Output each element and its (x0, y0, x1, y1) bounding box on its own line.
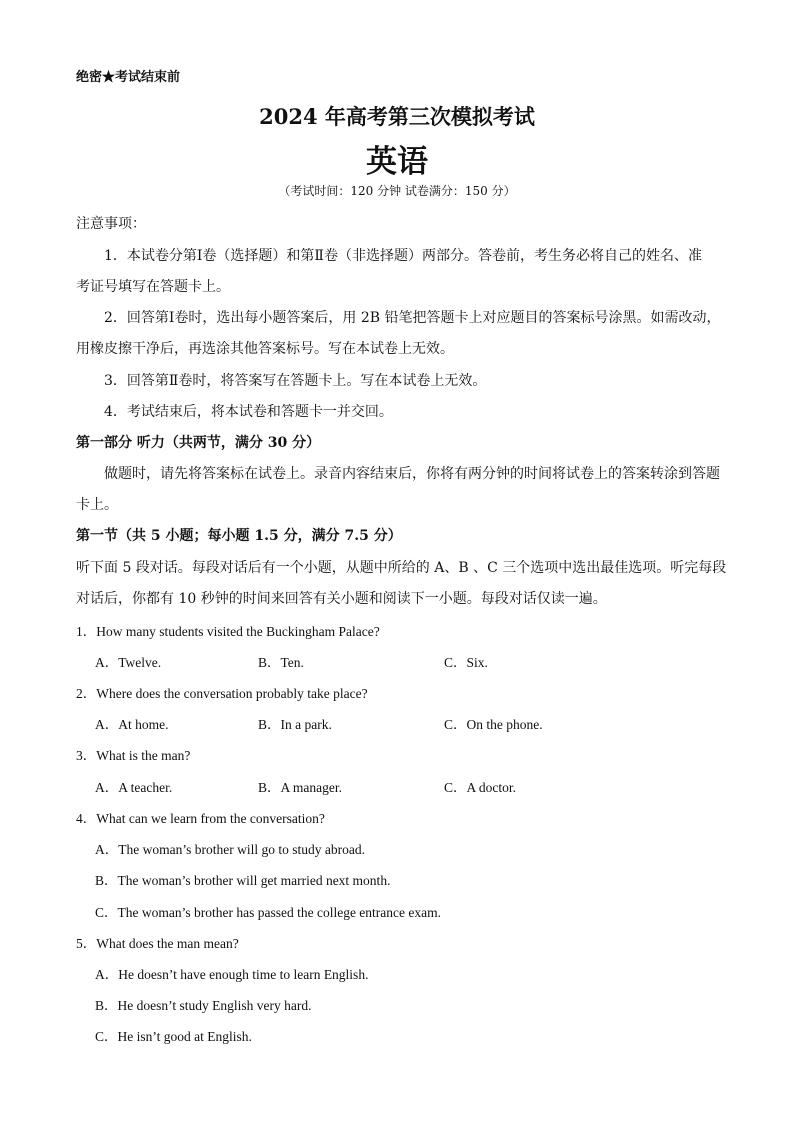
question-1-option-b: B．Ten. (258, 655, 304, 670)
question-2-option-a: A．At home. (95, 717, 169, 732)
question-4-option-b: B．The woman’s brother will get married next month. (95, 873, 391, 888)
question-4-option-a: A．The woman’s brother will go to study abroad. (95, 842, 365, 857)
question-4-option-c: C．The woman’s brother has passed the college entrance exam. (95, 905, 442, 920)
section1-instruction-line-2: 对话后，你都有 10 秒钟的时间来回答有关小题和阅读下一小题。每段对话仅读一遍。 (76, 591, 607, 607)
notice-item-2-line-1: 2．回答第Ⅰ卷时，选出每小题答案后，用 2B 铅笔把答题卡上对应题目的答案标号涂黑。如需改动， (104, 310, 721, 326)
question-1-option-c: C．Six. (444, 655, 488, 670)
notice-item-1-line-2: 考证号填写在答题卡上。 (76, 279, 230, 295)
section1-heading: 第一节（共 5 小题；每小题 1.5 分，满分 7.5 分） (76, 528, 402, 544)
notice-item-4: 4．考试结束后，将本试卷和答题卡一并交回。 (104, 404, 393, 420)
confidential-label: 绝密★考试结束前 (76, 70, 181, 85)
part1-instruction-line-2: 卡上。 (76, 497, 118, 513)
question-4-stem: 4．What can we learn from the conversation? (76, 811, 325, 826)
question-2-option-b: B．In a park. (258, 717, 332, 732)
question-3-option-b: B．A manager. (258, 780, 342, 795)
section1-instruction-line-1: 听下面 5 段对话。每段对话后有一个小题，从题中所给的 A、B 、C 三个选项中选出最佳选项。听完每段 (76, 560, 727, 576)
subject-title: 英语 (366, 144, 428, 180)
question-3-option-a: A．A teacher. (95, 780, 173, 795)
question-3-option-c: C．A doctor. (444, 780, 517, 795)
exam-info: （考试时间：120 分钟 试卷满分：150 分） (278, 184, 516, 198)
part1-instruction-line-1: 做题时，请先将答案标在试卷上。录音内容结束后，你将有两分钟的时间将试卷上的答案转涂到答题 (104, 466, 720, 482)
question-5-stem: 5．What does the man mean? (76, 936, 239, 951)
question-2-stem: 2．Where does the conversation probably take place? (76, 686, 368, 701)
question-3-stem: 3．What is the man? (76, 748, 191, 763)
notice-heading: 注意事项： (76, 216, 146, 232)
question-1-stem: 1．How many students visited the Buckingham Palace? (76, 624, 380, 639)
notice-item-2-line-2: 用橡皮擦干净后，再选涂其他答案标号。写在本试卷上无效。 (76, 341, 454, 357)
exam-title: 2024 年高考第三次模拟考试 (259, 104, 535, 129)
question-2-option-c: C．On the phone. (444, 717, 543, 732)
question-5-option-a: A．He doesn’t have enough time to learn English. (95, 967, 369, 982)
question-5-option-c: C．He isn’t good at English. (95, 1029, 252, 1044)
question-1-option-a: A．Twelve. (95, 655, 162, 670)
part1-heading: 第一部分 听力（共两节，满分 30 分） (76, 435, 321, 451)
notice-item-3: 3．回答第Ⅱ卷时，将答案写在答题卡上。写在本试卷上无效。 (104, 373, 487, 389)
question-5-option-b: B．He doesn’t study English very hard. (95, 998, 312, 1013)
notice-item-1-line-1: 1．本试卷分第Ⅰ卷（选择题）和第Ⅱ卷（非选择题）两部分。答卷前，考生务必将自己的姓名、准 (104, 248, 702, 264)
